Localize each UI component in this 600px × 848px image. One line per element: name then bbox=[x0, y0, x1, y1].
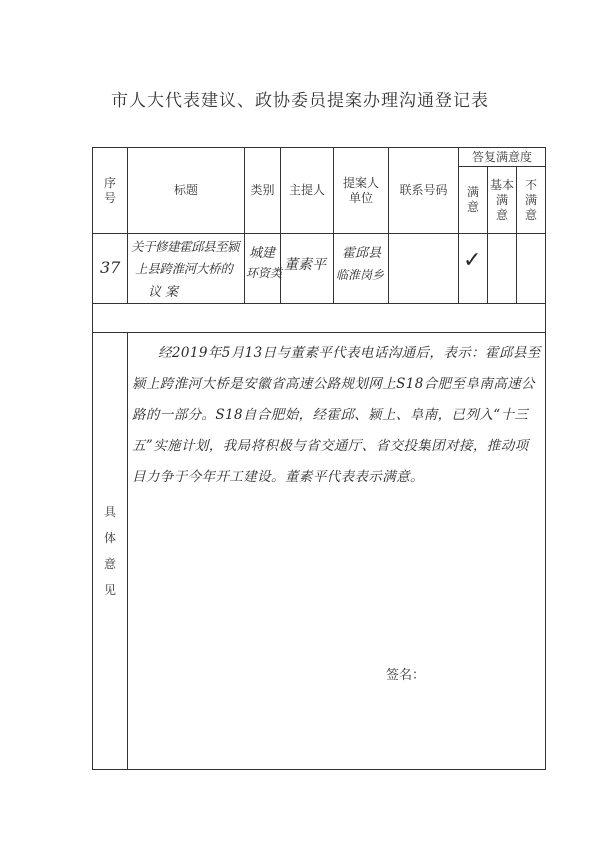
row-satisfied-checkmark: ✓ bbox=[463, 248, 482, 273]
header-not-satisfied-char: 满 bbox=[524, 192, 537, 207]
opinion-label bbox=[93, 486, 127, 616]
table-border-right bbox=[545, 147, 546, 770]
opinion-label-char: 见 bbox=[103, 583, 116, 597]
row-subject-line2: 上县跨淮河大桥的 bbox=[135, 261, 233, 276]
header-basic-satisfied bbox=[488, 167, 516, 233]
data-row-bottom bbox=[92, 303, 546, 304]
header-basic-satisfied-char: 意 bbox=[495, 207, 508, 222]
header-satisfied bbox=[459, 167, 487, 233]
header-proposer-unit bbox=[334, 148, 388, 233]
header-proposer: 主提人 bbox=[288, 183, 325, 197]
opinion-label-char: 体 bbox=[103, 531, 116, 545]
header-category: 类别 bbox=[250, 183, 275, 197]
header-basic-satisfied-char: 满 bbox=[495, 192, 508, 207]
row-subject-line1: 关于修建霍邱县至颍 bbox=[131, 239, 240, 254]
header-not-satisfied-char: 不 bbox=[524, 177, 537, 192]
row-seq: 37 bbox=[100, 258, 121, 277]
header-proposer-unit-line: 单位 bbox=[348, 190, 373, 205]
header-row-bottom bbox=[92, 233, 546, 234]
row-unit-line1: 霍邱县 bbox=[342, 246, 382, 261]
row-unit-line2: 临淮岗乡 bbox=[336, 268, 385, 282]
header-satisfied-char: 满 bbox=[466, 185, 479, 199]
table-border-bottom bbox=[92, 769, 546, 770]
opinion-label-char: 具 bbox=[103, 505, 116, 519]
empty-row-bottom bbox=[92, 332, 546, 333]
header-satisfied-char: 意 bbox=[466, 200, 479, 214]
header-seq-char: 号 bbox=[103, 190, 116, 205]
header-seq-char: 序 bbox=[103, 175, 116, 190]
row-subject-line3: 议案 bbox=[148, 285, 183, 300]
opinion-text: 经2019年5月13日与董素平代表电话沟通后，表示：霍邱县至颍上跨淮河大桥是安徽省高速公路规划网上S18合肥至阜南高速公路的一部分。S18自合肥始，经霍邱、颍上、阜南，已列入“十三五”实施计划，我局将积极与省交通厅、省交投集团对接，推动项目力争于今年开工建设。董素平代表表示满意。 bbox=[132, 345, 541, 485]
row-category-line2: 环资类 bbox=[246, 266, 283, 280]
form-title: 市人大代表建议、政协委员提案办理沟通登记表 bbox=[111, 91, 489, 111]
header-satisfaction-group: 答复满意度 bbox=[471, 149, 532, 164]
header-seq bbox=[93, 148, 127, 233]
header-proposer-unit-line: 提案人 bbox=[342, 175, 379, 190]
opinion-label-char: 意 bbox=[103, 557, 116, 571]
header-not-satisfied-char: 意 bbox=[524, 207, 537, 222]
row-proposer: 董素平 bbox=[284, 257, 326, 273]
header-not-satisfied bbox=[517, 167, 545, 233]
row-category-line1: 城建 bbox=[249, 246, 276, 261]
header-subject: 标题 bbox=[173, 183, 198, 197]
header-phone: 联系号码 bbox=[399, 183, 448, 197]
header-basic-satisfied-char: 基本 bbox=[489, 177, 514, 192]
signature-label: 签名： bbox=[386, 668, 426, 683]
opinion-label-divider bbox=[127, 332, 128, 769]
table-border-left bbox=[92, 147, 93, 770]
